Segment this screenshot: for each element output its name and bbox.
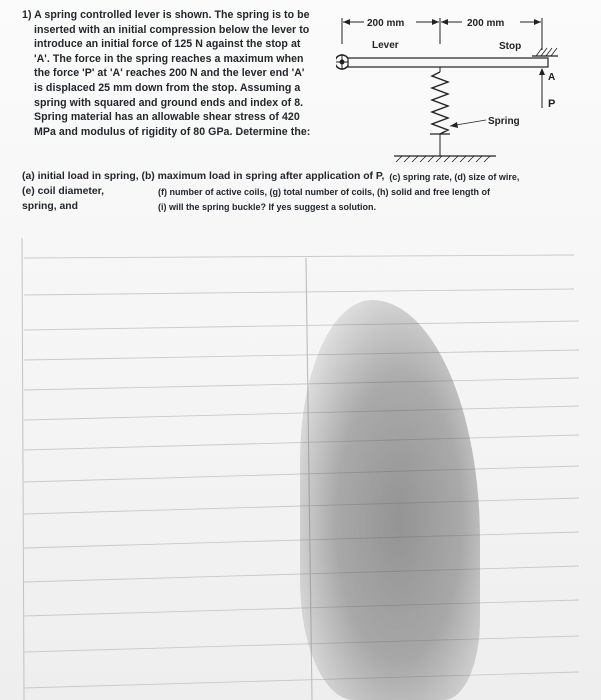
ground-hatch-icon (396, 156, 490, 162)
lever-bar (348, 58, 548, 67)
task-line (22, 185, 592, 200)
problem-line: 1) A spring controlled lever is shown. The spring is to be (22, 9, 310, 21)
diagram-svg (336, 4, 598, 174)
problem-line: the force 'P' at 'A' reaches 200 N and the lever end 'A' (34, 67, 305, 80)
task-f-g-h: (f) number of active coils, (g) total number of coils, (h) solid and free length of (158, 187, 491, 197)
task-a-b: (a) initial load in spring, (b) maximum load in spring after application of P, (22, 171, 385, 182)
spring-coil-icon (432, 72, 448, 134)
dim-right-label: 200 mm (467, 18, 505, 29)
task-spring-and: spring, and (22, 201, 78, 212)
problem-line: spring with squared and ground ends and index of 8. (34, 96, 304, 109)
problem-line: Spring material has an allowable shear stress of 420 (34, 111, 300, 124)
spring-label: Spring (488, 116, 520, 127)
task-list (22, 170, 592, 215)
lever-spring-diagram (336, 4, 598, 174)
center-divider-line (306, 258, 312, 700)
task-line (22, 200, 592, 215)
ruled-lines (24, 255, 579, 688)
problem-line: MPa and modulus of rigidity of 80 GPa. Determine the: (34, 125, 311, 138)
problem-line: is displaced 25 mm down from the stop. Assuming a (34, 81, 301, 94)
point-a-label: A (548, 72, 556, 83)
stop-hatch-icon (536, 48, 557, 56)
stop-label: Stop (499, 41, 522, 52)
task-line (22, 170, 592, 185)
left-margin-line (22, 238, 24, 700)
task-i: (i) will the spring buckle? If yes suggest a solution. (158, 202, 377, 212)
problem-line: introduce an initial force of 125 N against the stop at (34, 38, 301, 51)
dim-left-label: 200 mm (367, 18, 405, 29)
problem-line: 'A'. The force in the spring reaches a maximum when (34, 52, 304, 65)
ruled-answer-area (14, 238, 598, 700)
force-p-label: P (548, 98, 556, 110)
ruled-lines-svg (14, 238, 598, 700)
force-arrow-icon (539, 68, 545, 75)
task-c-d: (c) spring rate, (d) size of wire, (389, 172, 520, 182)
task-e: (e) coil diameter, (22, 186, 104, 197)
problem-statement (22, 8, 332, 139)
lever-label: Lever (372, 40, 399, 51)
problem-line: inserted with an initial compression below the lever to (34, 23, 310, 36)
